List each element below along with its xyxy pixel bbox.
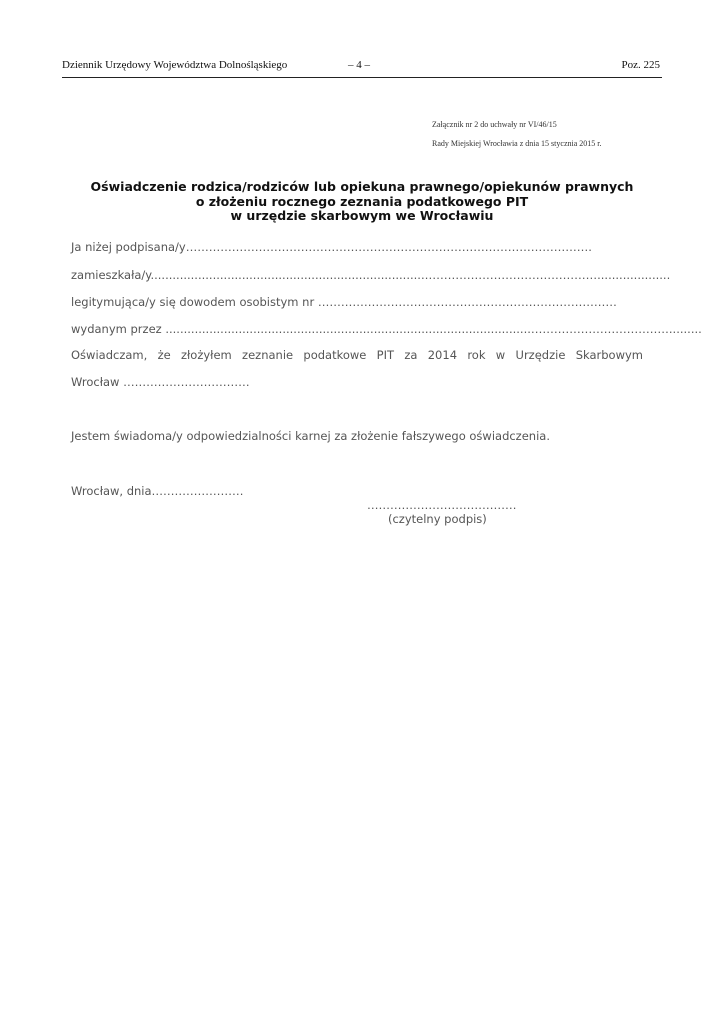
responsibility-statement: Jestem świadoma/y odpowiedzialności karnej za złożenie fałszywego oświadczenia. [71, 429, 550, 443]
id-card-field: legitymująca/y się dowodem osobistym nr …………………………………………………………………… [71, 295, 617, 309]
title-line3: w urzędzie skarbowym we Wrocławiu [230, 208, 494, 223]
page-header [62, 59, 662, 78]
journal-title: Dziennik Urzędowy Województwa Dolnośląskiego [62, 59, 288, 71]
signature-label: (czytelny podpis) [388, 512, 487, 526]
issued-by-field: wydanym przez ....................................................................................................………………………………......... [71, 322, 702, 336]
declaration-line1: Oświadczam, że złożyłem zeznanie podatkowe PIT za 2014 rok w Urzędzie Skarbowym [71, 348, 643, 362]
position-number: Poz. 225 [621, 59, 660, 71]
attachment-note-line1: Załącznik nr 2 do uchwały nr VI/46/15 [432, 120, 557, 129]
document-title [62, 180, 662, 224]
attachment-note-line2: Rady Miejskiej Wrocławia z dnia 15 stycznia 2015 r. [432, 139, 602, 148]
residence-field: zamieszkała/y...........................................................................……………………………………….................... [71, 268, 671, 282]
page-number: – 4 – [348, 59, 370, 71]
signature-line: ………………………………… [367, 498, 517, 512]
title-line1: Oświadczenie rodzica/rodziców lub opiekuna prawnego/opiekunów prawnych [90, 179, 634, 194]
place-date-field: Wrocław, dnia…………………… [71, 484, 244, 498]
signed-name-field: Ja niżej podpisana/y……………………………………………………………………………………………. [71, 240, 592, 254]
title-line2: o złożeniu rocznego zeznania podatkowego PIT [195, 193, 529, 209]
declaration-line2: Wrocław …………………………… [71, 375, 250, 389]
